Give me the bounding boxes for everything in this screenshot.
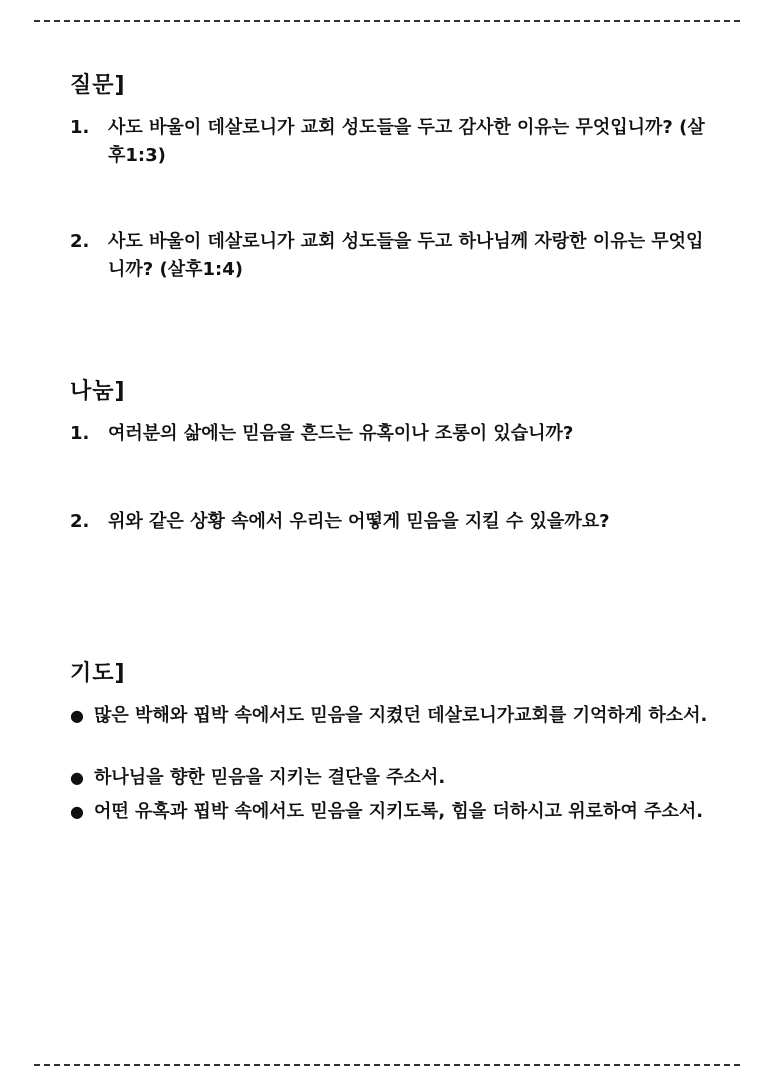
section-title-prayer: 기도] xyxy=(70,661,126,686)
top-divider xyxy=(34,20,740,22)
sharing-text: 위와 같은 상황 속에서 우리는 어떻게 믿음을 지킬 수 있을까요? xyxy=(108,511,610,532)
question-text: 사도 바울이 데살로니가 교회 성도들을 두고 감사한 이유는 무엇입니까? (살후1:3) xyxy=(108,117,705,166)
prayer-text: 하나님을 향한 믿음을 지키는 결단을 주소서. xyxy=(94,767,446,788)
prayer-text: 어떤 유혹과 핍박 속에서도 믿음을 지키도록, 힘을 더하시고 위로하여 주소서. xyxy=(94,801,704,822)
sharing-item-1 xyxy=(70,420,710,448)
bottom-divider xyxy=(34,1064,740,1066)
sharing-number: 2. xyxy=(70,511,90,532)
sharing-number: 1. xyxy=(70,423,90,444)
prayer-item-3 xyxy=(70,798,710,826)
question-number: 1. xyxy=(70,117,90,138)
prayer-item-2 xyxy=(70,764,710,792)
section-title-question: 질문] xyxy=(70,73,126,98)
sharing-text: 여러분의 삶에는 믿음을 흔드는 유혹이나 조롱이 있습니까? xyxy=(108,423,574,444)
sharing-item-2 xyxy=(70,508,710,536)
question-item-1 xyxy=(70,114,710,170)
question-text: 사도 바울이 데살로니가 교회 성도들을 두고 하나님께 자랑한 이유는 무엇입니까? (살후1:4) xyxy=(108,231,704,280)
prayer-item-1 xyxy=(70,702,710,730)
question-item-2 xyxy=(70,228,710,284)
prayer-text: 많은 박해와 핍박 속에서도 믿음을 지켰던 데살로니가교회를 기억하게 하소서. xyxy=(94,705,708,726)
bullet-icon: ● xyxy=(70,802,84,821)
section-title-sharing: 나눔] xyxy=(70,379,126,404)
bullet-icon: ● xyxy=(70,768,84,787)
bullet-icon: ● xyxy=(70,706,84,725)
question-number: 2. xyxy=(70,231,90,252)
